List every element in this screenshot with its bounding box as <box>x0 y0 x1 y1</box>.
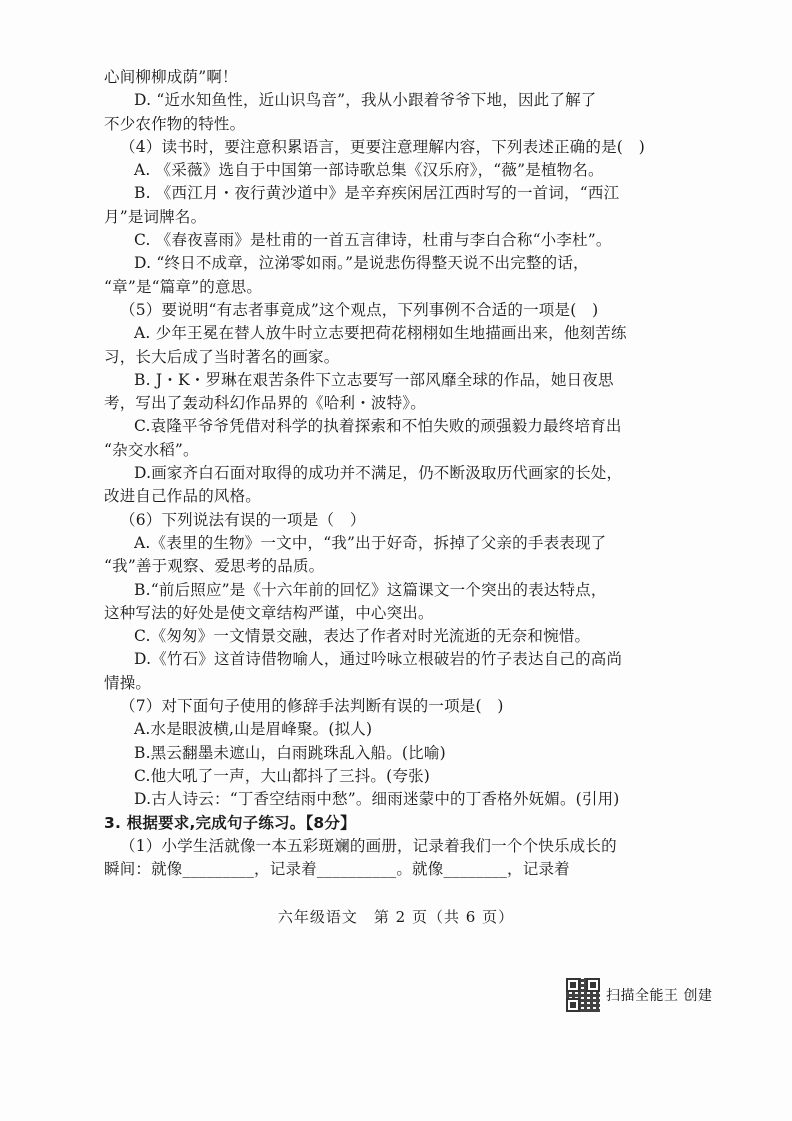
scanner-label: 扫描全能王 创建 <box>606 988 713 1004</box>
text-line: A. 少年王冕在替人放牛时立志要把荷花栩栩如生地描画出来，他刻苦练 <box>134 324 627 343</box>
exam-text-body <box>104 66 684 881</box>
text-line: D.古人诗云：“丁香空结雨中愁”。细雨迷蒙中的丁香格外妩媚。(引用) <box>134 790 620 809</box>
text-line: 不少农作物的特性。 <box>104 114 246 133</box>
text-line: 考，写出了轰动科幻作品界的《哈利・波特》。 <box>104 394 426 413</box>
text-line: 心间柳柳成荫”啊！ <box>104 68 238 86</box>
text-line: A.水是眼波横,山是眉峰聚。(拟人) <box>134 720 373 739</box>
text-line: 3. 根据要求,完成句子练习。【8分】 <box>104 813 356 832</box>
text-line: （6）下列说法有误的一项是（ ） <box>120 510 366 529</box>
text-line: 习，长大后成了当时著名的画家。 <box>104 347 340 366</box>
text-line: A. 《采薇》选自于中国第一部诗歌总集《汉乐府》，“薇”是植物名。 <box>134 161 604 180</box>
text-line: 这种写法的好处是使文章结构严谨，中心突出。 <box>104 603 434 622</box>
text-line: “章”是“篇章”的意思。 <box>104 277 263 296</box>
text-line: “我”善于观察、爱思考的品质。 <box>104 557 325 576</box>
text-line: “杂交水稻”。 <box>104 440 199 459</box>
text-line: B.“前后照应”是《十六年前的回忆》这篇课文一个突出的表达特点， <box>134 580 607 599</box>
text-line: C.袁隆平爷爷凭借对科学的执着探索和不怕失败的顽强毅力最终培育出 <box>134 417 622 436</box>
text-line: C.《匆匆》一文情景交融，表达了作者对时光流逝的无奈和惋惜。 <box>134 627 591 646</box>
text-line: 瞬间：就像_________，记录着__________。就像________，记录着 <box>104 860 570 879</box>
text-line: C.他大吼了一声，大山都抖了三抖。(夸张) <box>134 766 431 785</box>
page-footer: 六年级语文 第 2 页（共 6 页） <box>277 908 515 926</box>
text-line: 改进自己作品的风格。 <box>104 487 262 506</box>
text-line: B. 《西江月・夜行黄沙道中》是辛弃疾闲居江西时写的一首词，“西江 <box>134 184 620 203</box>
text-line: 月”是词牌名。 <box>104 207 207 226</box>
text-line: C. 《春夜喜雨》是杜甫的一首五言律诗，杜甫与李白合称“小李杜”。 <box>134 231 612 250</box>
text-line: （4）读书时，要注意积累语言，更要注意理解内容，下列表述正确的是( ) <box>120 137 645 156</box>
text-line: B.黑云翻墨未遮山，白雨跳珠乱入船。(比喻) <box>134 743 446 762</box>
text-line: B. J・K・罗琳在艰苦条件下立志要写一部风靡全球的作品，她日夜思 <box>134 370 614 389</box>
text-line: D.画家齐白石面对取得的成功并不满足，仍不断汲取历代画家的长处， <box>134 464 623 483</box>
text-line: D. “近水知鱼性，近山识鸟音”，我从小跟着爷爷下地，因此了解了 <box>134 91 597 110</box>
text-line: （5）要说明“有志者事竟成”这个观点，下列事例不合适的一项是( ) <box>120 300 599 319</box>
text-line: （7）对下面句子使用的修辞手法判断有误的一项是( ) <box>120 697 504 716</box>
text-line: D.《竹石》这首诗借物喻人，通过吟咏立根破岩的竹子表达自己的高尚 <box>134 650 623 669</box>
text-line: A.《表里的生物》一文中，“我”出于好奇，拆掉了父亲的手表表现了 <box>134 533 607 552</box>
text-line: 情操。 <box>104 673 152 692</box>
text-line: （1）小学生活就像一本五彩斑斓的画册，记录着我们一个个快乐成长的 <box>120 836 617 855</box>
text-line: D. “终日不成章，泣涕零如雨。”是说悲伤得整天说不出完整的话， <box>134 254 589 273</box>
scanner-watermark <box>566 975 712 1015</box>
qr-code-icon <box>566 978 600 1012</box>
